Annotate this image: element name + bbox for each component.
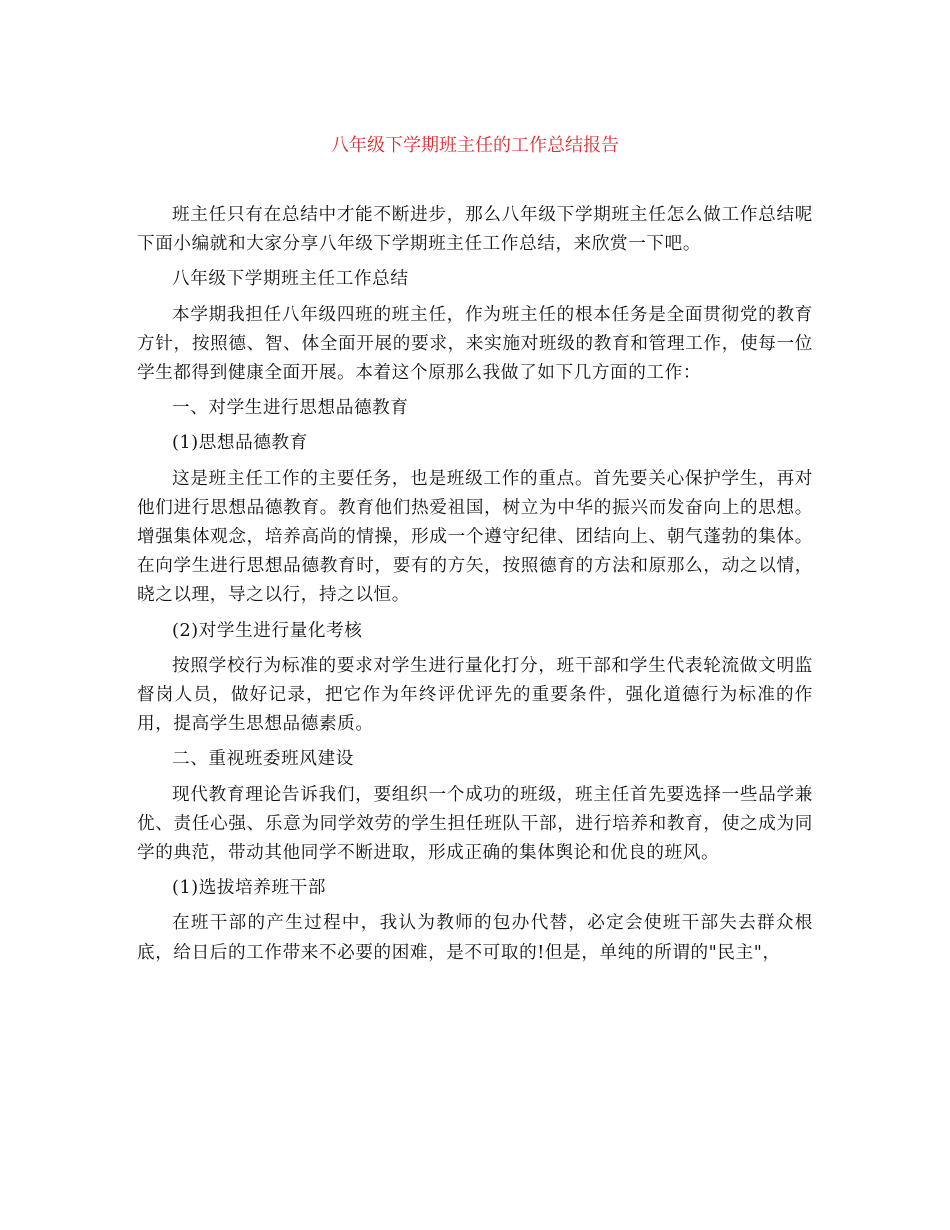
body-paragraph: 这是班主任工作的主要任务，也是班级工作的重点。首先要关心保护学生，再对他们进行思想品德教育。教育他们热爱祖国，树立为中华的振兴而发奋向上的思想。增强集体观念，培养高尚的情操，形成一个遵守纪律、团结向上、朝气蓬勃的集体。在向学生进行思想品德教育时，要有的方矢，按照德育的方法和原那么，动之以情，晓之以理，导之以行，持之以恒。	[137, 468, 813, 606]
section-heading: 二、重视班委班风建设	[172, 749, 354, 770]
body-paragraph: 在班干部的产生过程中，我认为教师的包办代替，必定会使班干部失去群众根底，给日后的工作带来不必要的困难，是不可取的!但是，单纯的所谓的"民主"，	[137, 913, 813, 963]
section-heading: 一、对学生进行思想品德教育	[172, 398, 409, 419]
subsection-heading: (1)选拔培养班干部	[172, 878, 327, 899]
subsection-heading: (2)对学生进行量化考核	[172, 620, 363, 641]
subsection-heading: (1)思想品德教育	[172, 433, 308, 454]
subtitle-paragraph: 八年级下学期班主任工作总结	[172, 269, 409, 290]
body-paragraph: 本学期我担任八年级四班的班主任，作为班主任的根本任务是全面贯彻党的教育方针，按照德、智、体全面开展的要求，来实施对班级的教育和管理工作，使每一位学生都得到健康全面开展。本着这个原那么我做了如下几方面的工作：	[137, 304, 813, 384]
body-paragraph: 现代教育理论告诉我们，要组织一个成功的班级，班主任首先要选择一些品学兼优、责任心强、乐意为同学效劳的学生担任班队干部，进行培养和教育，使之成为同学的典范，带动其他同学不断进取，形成正确的集体舆论和优良的班风。	[137, 784, 813, 864]
document-body	[137, 201, 813, 968]
intro-paragraph: 班主任只有在总结中才能不断进步，那么八年级下学期班主任怎么做工作总结呢下面小编就和大家分享八年级下学期班主任工作总结，来欣赏一下吧。	[137, 205, 813, 255]
body-paragraph: 按照学校行为标准的要求对学生进行量化打分，班干部和学生代表轮流做文明监督岗人员，做好记录，把它作为年终评优评先的重要条件，强化道德行为标准的作用，提高学生思想品德素质。	[137, 655, 813, 735]
document-title: 八年级下学期班主任的工作总结报告	[331, 135, 619, 156]
